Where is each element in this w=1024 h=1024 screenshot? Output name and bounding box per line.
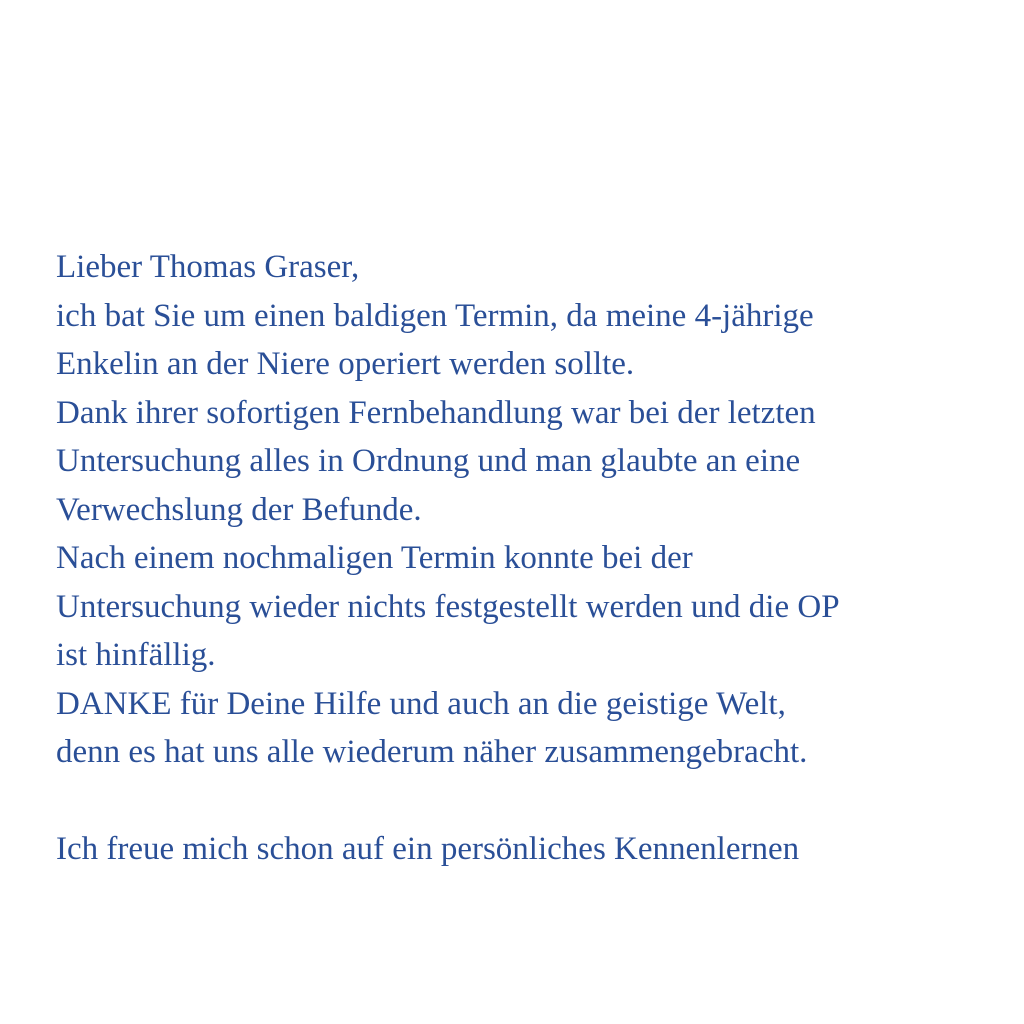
letter-line: Dank ihrer sofortigen Fernbehandlung war bei der letzten bbox=[56, 394, 816, 431]
letter-text bbox=[56, 243, 1006, 874]
letter-line: DANKE für Deine Hilfe und auch an die geistige Welt, bbox=[56, 685, 786, 722]
letter-line: ich bat Sie um einen baldigen Termin, da meine 4-jährige bbox=[56, 297, 814, 334]
letter-closing: Ich freue mich schon auf ein persönliches Kennenlernen bbox=[56, 831, 800, 867]
letter-line: Nach einem nochmaligen Termin konnte bei der bbox=[56, 540, 693, 576]
letter-line: Enkelin an der Niere operiert werden sollte. bbox=[56, 346, 635, 382]
letter-line: Untersuchung alles in Ordnung und man glaubte an eine bbox=[56, 443, 801, 479]
paragraph-spacer bbox=[56, 777, 1006, 826]
letter-line: denn es hat uns alle wiederum näher zusammengebracht. bbox=[56, 734, 808, 770]
letter-line: Untersuchung wieder nichts festgestellt werden und die OP bbox=[56, 588, 840, 625]
letter-line: ist hinfällig. bbox=[56, 637, 216, 673]
letter-greeting: Lieber Thomas Graser, bbox=[56, 249, 360, 285]
letter-line: Verwechslung der Befunde. bbox=[56, 491, 422, 528]
